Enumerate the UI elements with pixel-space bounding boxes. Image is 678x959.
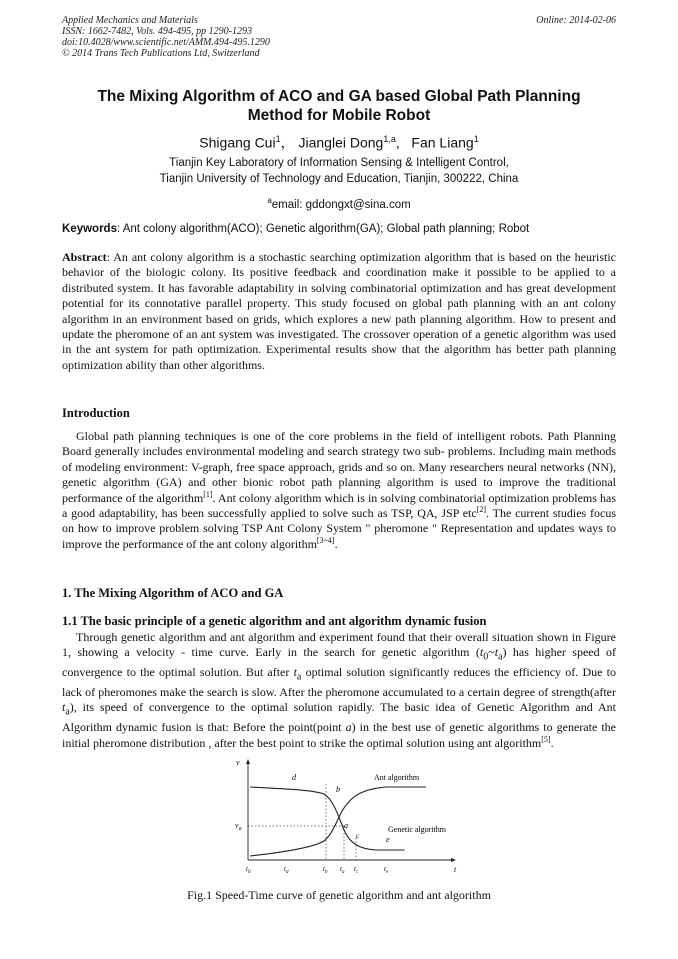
abstract-label: Abstract: [62, 250, 107, 264]
author-1-affil: 1: [275, 134, 281, 144]
t0-subscript: 0: [483, 651, 489, 663]
affiliation-line-1: Tianjin Key Laboratory of Information Sensing & Intelligent Control,: [169, 157, 509, 169]
s11-text-6: .: [550, 735, 554, 750]
ta-subscript: a: [65, 706, 70, 718]
va-subscript: a: [238, 826, 242, 832]
author-2-affil: 1,a: [383, 134, 396, 144]
copyright-line: © 2014 Trans Tech Publications Ltd, Switzerland: [62, 48, 260, 59]
ant-algorithm-label: Ant algorithm: [374, 773, 420, 782]
s11-text-5: ) in the best use of genetic algorithms to generate the initial pheromone distribution , after the best point to strike the optimal solution using ant algorithm: [62, 720, 616, 750]
ta-tick-label: [340, 865, 345, 875]
author-3-affil: 1: [473, 134, 479, 144]
va-symbol: v: [235, 821, 239, 830]
introduction-heading: Introduction: [62, 406, 130, 420]
email-address: email: gddongxt@sina.com: [271, 198, 411, 211]
ta-tick-symbol: t: [340, 865, 342, 873]
point-a-label: a: [344, 821, 348, 830]
section-1-1-paragraph: [62, 630, 616, 751]
intro-text-2: . Ant colony algorithm which is in solving combinatorial optimization problems has a good adaptability, has been successfully applied to solve such as TSP, QA, JSP etc: [62, 490, 616, 521]
intro-text-4: .: [334, 536, 338, 551]
ta-tick-subscript: a: [341, 870, 345, 875]
ta-subscript: a: [296, 671, 302, 683]
td-tick-subscript: d: [285, 870, 289, 875]
s11-text-3: optimal solution significantly reduces the efficiency of. Due to lack of pheromones make the search is slow. After the pheromone accumulated to a certain degree of strength(after: [62, 665, 616, 699]
author-1: Shigang Cui: [199, 134, 276, 151]
keywords-label: Keywords: [62, 223, 117, 235]
va-label: [235, 821, 242, 832]
td-tick-symbol: t: [284, 865, 286, 873]
author-3: Fan Liang: [411, 134, 474, 151]
point-d-label: d: [292, 773, 296, 782]
t0-tick-subscript: 0: [247, 870, 251, 875]
ta-symbol: t: [62, 700, 66, 715]
t-axis-arrow: [451, 858, 456, 862]
ta-subscript: a: [498, 651, 503, 663]
paper-title: [62, 87, 616, 125]
genetic-algorithm-label: Genetic algorithm: [388, 825, 446, 834]
section-1-heading: 1. The Mixing Algorithm of ACO and GA: [62, 586, 284, 600]
keywords: [62, 222, 616, 236]
speed-time-diagram: [226, 758, 471, 883]
introduction-paragraph: [62, 429, 616, 552]
v-axis-arrow: [246, 759, 250, 764]
intro-text-3: . The current studies focus on how to improve problem solving TSP Ant Colony System " pheromone " Representation and updates ways to improve the performance of the ant colony algorithm: [62, 506, 616, 551]
tc-tick-label: [354, 865, 359, 875]
point-c-label: c: [356, 832, 360, 840]
title-line-1: The Mixing Algorithm of ACO and GA based Global Path Planning: [97, 88, 581, 105]
s11-text-1: Through genetic algorithm and ant algorithm and experiment found that their overall situation shown in Figure 1, showing a velocity - time curve. Early in the search for genetic algorithm (: [62, 630, 616, 660]
tb-tick-subscript: b: [324, 870, 328, 875]
te-tick-subscript: e: [385, 870, 389, 875]
t0-symbol: t: [479, 645, 484, 660]
tilde: ~: [488, 645, 495, 660]
figure-caption: Fig.1 Speed-Time curve of genetic algorithm and ant algorithm: [187, 888, 491, 902]
point-e-label: e: [386, 835, 390, 844]
issn-line: ISSN: 1662-7482, Vols. 494-495, pp 1290-1293: [62, 26, 252, 37]
genetic-algorithm-curve: [250, 787, 404, 850]
s11-text-2: ) has higher speed of convergence to the optimal solution. But after: [62, 645, 617, 680]
title-line-2: Method for Mobile Robot: [247, 107, 431, 124]
te-tick-symbol: t: [384, 865, 386, 873]
td-tick-label: [284, 865, 289, 875]
journal-name: Applied Mechanics and Materials: [62, 15, 198, 26]
section-1-1-heading: 1.1 The basic principle of a genetic algorithm and ant algorithm dynamic fusion: [62, 614, 487, 628]
keywords-text: : Ant colony algorithm(ACO); Genetic algorithm(GA); Global path planning; Robot: [116, 223, 530, 235]
tb-tick-symbol: t: [323, 865, 325, 873]
introduction-body: [62, 429, 616, 552]
s11-text-4: ), its speed of convergence to the optimal solution rapidly. The basic idea of Genetic Algorithm and Ant Algorithm dynamic fusion is that: Before the point(point: [62, 700, 616, 735]
point-b-label: b: [336, 785, 340, 794]
author-separator: ，: [280, 134, 295, 151]
ant-algorithm-curve: [250, 787, 426, 856]
t0-tick-symbol: t: [246, 865, 248, 873]
abstract-text: : An ant colony algorithm is a stochastic searching optimization algorithm that is based on the heuristic behavior of the biologic colony. Its positive feedback and coordination make it possible to be applied to a distributed system. It has favorable adaptability in solving combinatorial optimization and has great development potential for its connotative parallel property. This study focused on global path planning with an ant colony algorithm in an environment based on grids, which explores a new path planning algorithm. How to present and update the pheromone of an ant system was investigated. The crossover operation of a genetic algorithm was used in the ant system for path optimization. Experimental results show that the algorithm has better path planning optimization ability than other algorithms.: [62, 250, 616, 372]
author-2: Jianglei Dong: [298, 134, 384, 151]
affiliation-line-2: Tianjin University of Technology and Education, Tianjin, 300222, China: [159, 173, 519, 185]
tc-tick-subscript: c: [355, 870, 359, 875]
section-1-1-body: [62, 630, 616, 751]
te-tick-label: [384, 865, 389, 875]
ta-symbol: t: [293, 665, 297, 680]
citation-2: [2]: [476, 505, 487, 515]
email-marker: a: [267, 196, 272, 205]
tc-tick-symbol: t: [354, 865, 356, 873]
v-axis-label: v: [236, 758, 240, 767]
online-date: Online: 2014-02-06: [536, 15, 616, 26]
t0-tick-label: [246, 865, 251, 875]
citation-3-4: [3~4]: [316, 535, 335, 545]
author-separator: ,: [395, 134, 400, 151]
journal-header: [62, 15, 270, 59]
intro-text-1: Global path planning techniques is one of the core problems in the field of intelligent robots. Path Planning Board generally includes environmental modeling and search strategy two sub- problems. Including main methods of modeling environment: V-graph, free space approach, grids and so on. Many researchers neural networks (NN), genetic algorithm (GA) and other bionic robot path planning algorithm is used to improve the traditional performance of the algorithm: [62, 429, 616, 505]
citation-5: [5]: [541, 734, 551, 744]
author-list: [62, 130, 616, 152]
email-line: [62, 194, 616, 212]
citation-1: [1]: [203, 489, 213, 499]
figure-1: [226, 758, 471, 883]
doi-line: doi:10.4028/www.scientific.net/AMM.494-495.1290: [62, 37, 270, 48]
t-axis-label: t: [454, 865, 457, 874]
ta-symbol: t: [494, 645, 499, 660]
tb-tick-label: [323, 865, 328, 875]
abstract: [62, 250, 616, 373]
affiliation: [62, 155, 616, 187]
point-a-symbol: a: [345, 720, 352, 735]
